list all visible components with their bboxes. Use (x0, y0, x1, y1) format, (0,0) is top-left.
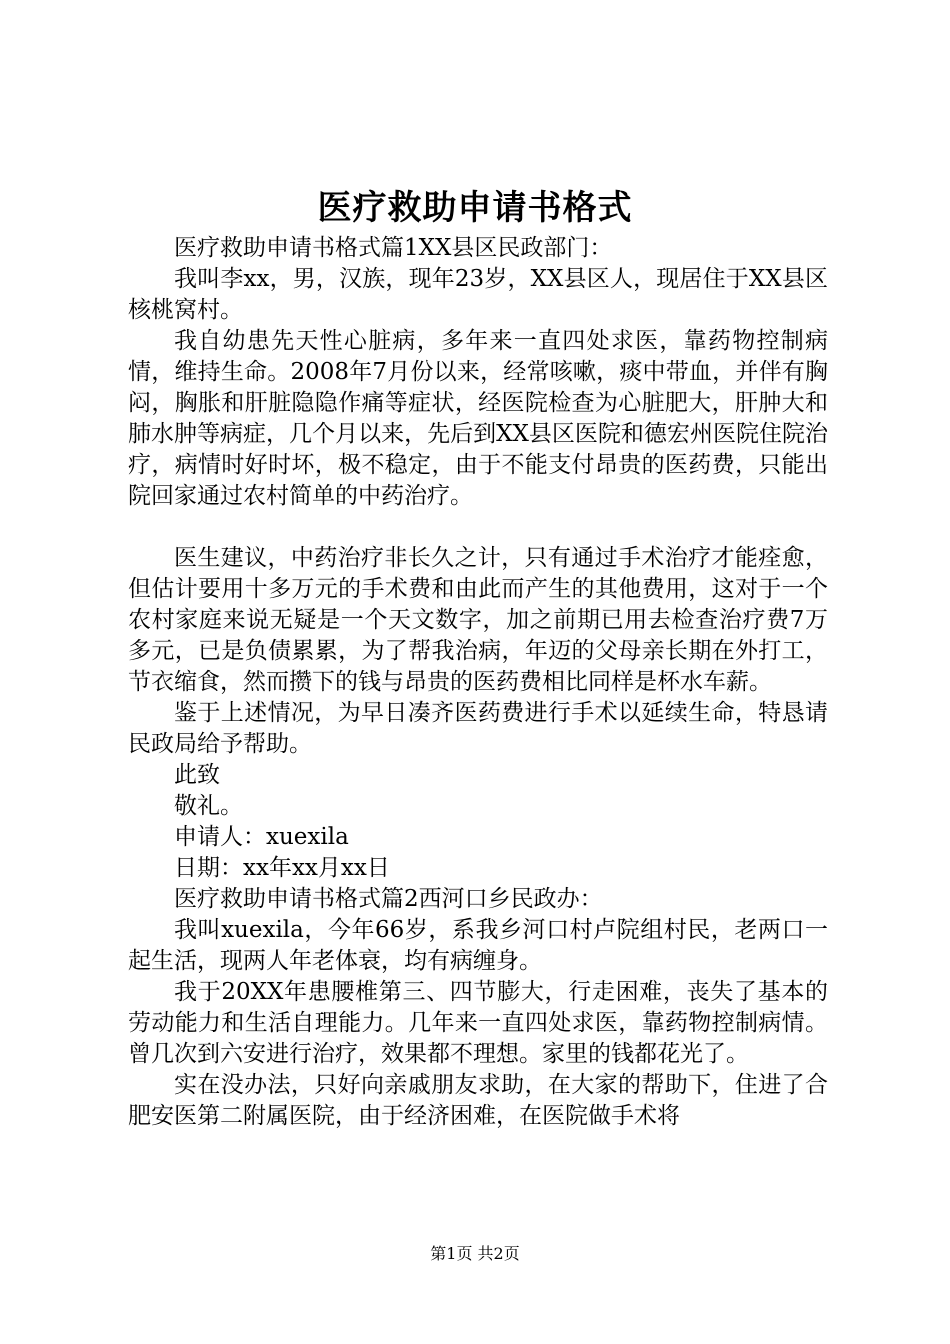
page-indicator: 第1页 共2页 (430, 1244, 520, 1263)
paragraph-illness-2: 我于20XX年患腰椎第三、四节膨大，行走困难，丧失了基本的劳动能力和生活自理能力。几年来一直四处求医，靠药物控制病情。曾几次到六安进行治疗，效果都不理想。家里的钱都花光了。 (128, 979, 828, 1067)
paragraph-intro-1: 医疗救助申请书格式篇1XX县区民政部门： (174, 235, 613, 261)
closing-regards: 敬礼。 (174, 793, 243, 819)
paragraph-help-2: 实在没办法，只好向亲戚朋友求助，在大家的帮助下，住进了合肥安医第二附属医院，由于经济困难，在医院做手术将 (128, 1072, 828, 1129)
paragraph-intro-2: 医疗救助申请书格式篇2西河口乡民政办： (174, 886, 603, 912)
document-body (128, 233, 828, 1132)
paragraph-illness-1: 我自幼患先天性心脏病，多年来一直四处求医，靠药物控制病情，维持生命。2008年7月份以来，经常咳嗽，痰中带血，并伴有胸闷，胸胀和肝脏隐隐作痛等症状，经医院检查为心脏肥大，肝肿大和肺水肿等病症，几个月以来，先后到XX县区医院和德宏州医院住院治疗，病情时好时坏，极不稳定，由于不能支付昂贵的医药费，只能出院回家通过农村简单的中药治疗。 (128, 328, 828, 509)
paragraph-self-intro-1: 我叫李xx，男，汉族，现年23岁，XX县区人，现居住于XX县区核桃窝村。 (128, 266, 828, 323)
closing-salutation: 此致 (174, 762, 220, 788)
applicant-line: 申请人：xuexila (174, 824, 349, 850)
paragraph-request-1: 鉴于上述情况，为早日凑齐医药费进行手术以延续生命，特恳请民政局给予帮助。 (128, 700, 828, 757)
paragraph-advice-1: 医生建议，中药治疗非长久之计，只有通过手术治疗才能痊愈，但估计要用十多万元的手术费和由此而产生的其他费用，这对于一个农村家庭来说无疑是一个天文数字，加之前期已用去检查治疗费7万多元，已是负债累累，为了帮我治病，年迈的父母亲长期在外打工，节衣缩食，然而攒下的钱与昂贵的医药费相比同样是杯水车薪。 (128, 545, 828, 695)
paragraph-self-intro-2: 我叫xuexila，今年66岁，系我乡河口村卢院组村民，老两口一起生活，现两人年老体衰，均有病缠身。 (128, 917, 828, 974)
date-line: 日期：xx年xx月xx日 (174, 855, 390, 881)
document-title: 医疗救助申请书格式 (317, 188, 633, 228)
